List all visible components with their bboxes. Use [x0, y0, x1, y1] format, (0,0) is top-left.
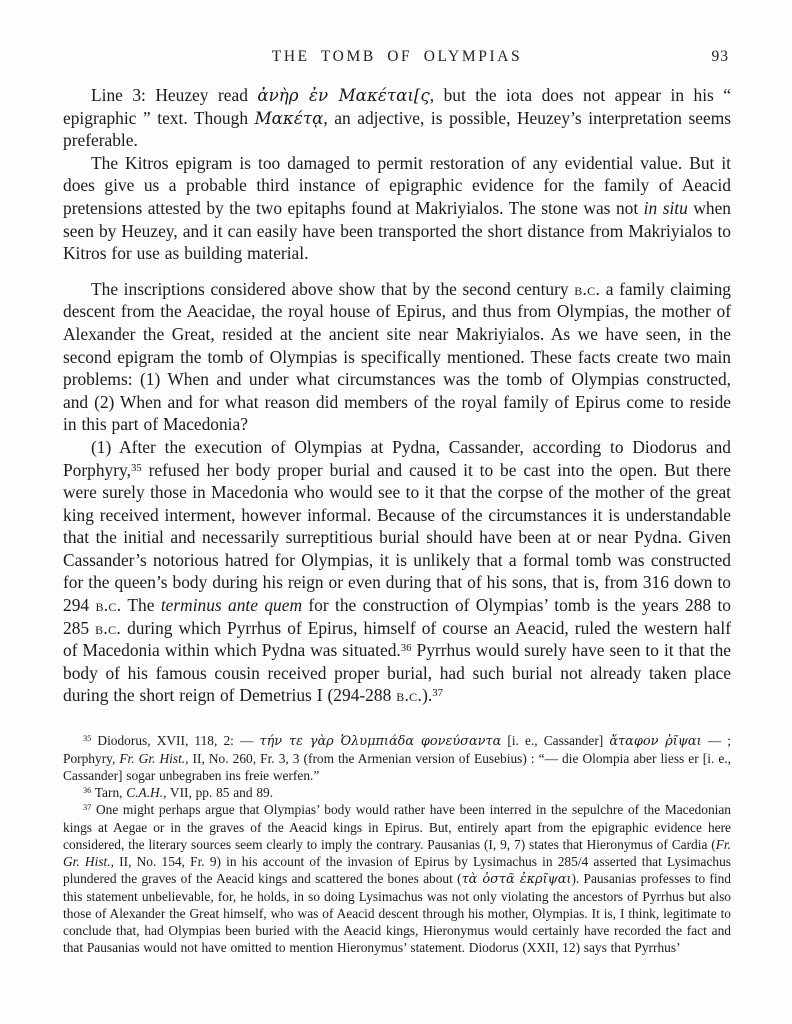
page-number: 93	[711, 48, 729, 65]
paragraph-kitros-epigram: The Kitros epigram is too damaged to permit restoration of any evidential value. But it does give us a probable third instance of epigraphic evidence for the family of Aeacid pretensions attested by the two epitaphs found at Makriyialos. The stone was not in situ when seen by Heuzey, and it can easily have been transported the short distance from Makriyialos to Kitros for use as building material.	[63, 152, 731, 264]
page-title: THE TOMB OF OLYMPIAS	[271, 48, 523, 65]
body-text	[63, 84, 731, 707]
footnote-36: $^{36}$ Tarn, C.A.H., VII, pp. 85 and 89.	[83, 785, 274, 801]
footnotes-section	[63, 732, 731, 956]
paragraph-inscriptions: The inscriptions considered above show that by the second century b.c. a family claiming descent from the Aeacidae, the royal house of Epirus, and thus from Olympias, the mother of Alexander the Great, resided at the ancient site near Makriyialos. As we have seen, in the second epigram the tomb of Olympias is specifically mentioned. These facts create two main problems: (1) When and under what circumstances was the tomb of Olympias constructed, and (2) When and for what reason did members of the royal family of Epirus come to reside in this part of Macedonia?	[63, 278, 732, 435]
paragraph-execution-olympias: (1) After the execution of Olympias at Pydna, Cassander, according to Diodorus and Porphyry,$^{35}$ refused her body proper burial and caused it to be cast into the open. But there were surely those in Macedonia who would see to it that the corpse of the mother of the great king received interment, however informal. Because of the circumstances it is understandable that the initial and necessarily surreptitious burial should have been at or near Pydna. Given Cassander’s notorious hatred for Olympias, it is unlikely that a formal tomb was constructed for the queen’s body during his reign or even during that of his sons, that is, from 316 down to 294 b.c. The terminus ante quem for the construction of Olympias’ tomb is the years 288 to 285 b.c. during which Pyrrhus of Epirus, himself of course an Aeacid, ruled the western half of Macedonia within which Pydna was situated.$^{36}$ Pyrrhus would surely have seen to it that the body of his famous cousin received proper burial, had such burial not already taken place during the short reign of Demetrius I (294-288 b.c.).$^{37}$	[63, 436, 731, 706]
page-content	[63, 48, 731, 956]
footnote-37: $^{37}$ One might perhaps argue that Olympias’ body would rather have been interred in the sepulchre of the Macedonian kings at Aegae or in the graves of the Aeacid kings in Epirus. But, entirely apart from the epigraphic evidence here considered, the literary sources seem clearly to imply the contrary. Pausanias (I, 9, 7) states that Hieronymus of Cardia (Fr. Gr. Hist., II, No. 154, Fr. 9) in his account of the invasion of Epirus by Lysimachus in 285/4 asserted that Lysimachus plundered the graves of the Aeacid kings and scattered the bones about (τὰ ὀστᾶ ἐκρῖψαι). Pausanias professes to find this statement unbelievable, for, he holds, in so doing Lysimachus was not only violating the ancestors of Pyrrhus but also those of Alexander the Great himself, who was of Aeacid descent through his mother, Olympias. It is, I think, legitimate to conclude that, had Olympias been buried with the Aeacid kings, Hieronymus would certainly have recorded the fact and that Pausanias would not have omitted to mention Hieronymus’ statement. Diodorus (XXII, 12) says that Pyrrhus’	[63, 802, 731, 956]
paragraph-line3-note: Line 3: Heuzey read ἀνὴρ ἐν Μακέται[ς, but the iota does not appear in his “ epigraphic ” text. Though Μακέτᾳ, an adjective, is possible, Heuzey’s interpretation seems preferable.	[63, 85, 731, 151]
footnote-35: $^{35}$ Diodorus, XVII, 118, 2: — τήν τε γὰρ Ὀλυμπιάδα φονεύσαντα [i. e., Cassander] ἄταφον ῥῖψαι — ; Porphyry, Fr. Gr. Hist., II, No. 260, Fr. 3, 3 (from the Armenian version of Eusebius) : “— die Olompia aber liess er [i. e., Cassander] sogar unbegraben ins freie werfen.”	[63, 733, 731, 784]
running-header	[63, 48, 731, 68]
